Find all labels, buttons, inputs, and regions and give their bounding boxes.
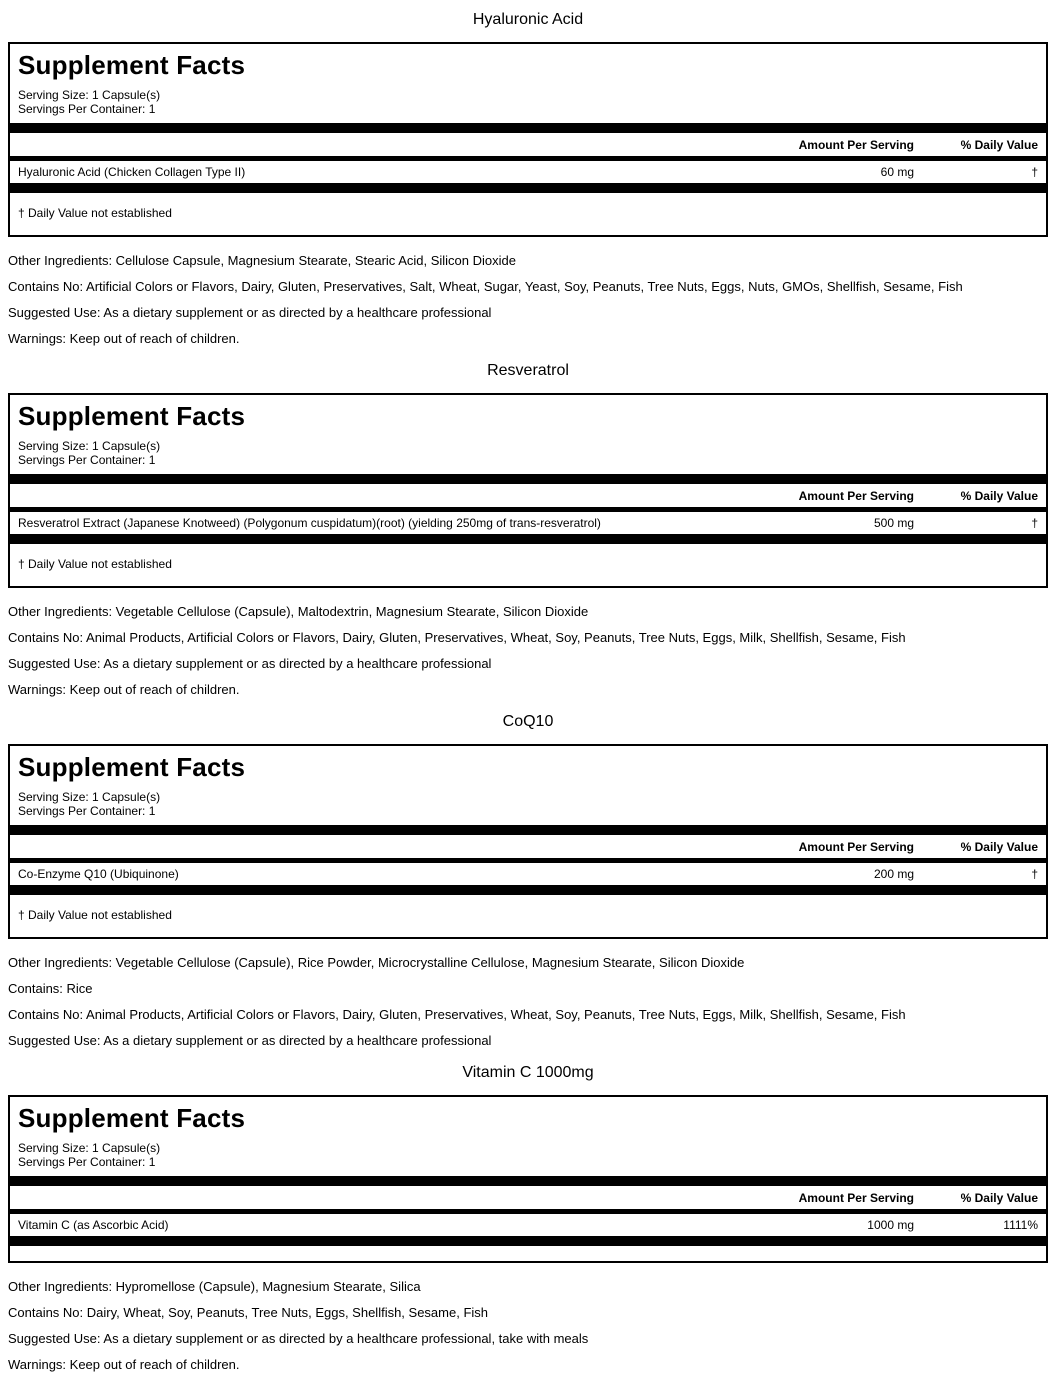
serving-size-line: Serving Size: 1 Capsule(s) xyxy=(18,1141,161,1155)
column-header-amount: Amount Per Serving xyxy=(798,138,914,152)
warnings-line: Warnings: Keep out of reach of children. xyxy=(8,682,240,697)
supplement-section-hyaluronic-acid xyxy=(8,10,1048,346)
thick-separator-bar xyxy=(10,1176,1046,1186)
ingredient-daily-value: † xyxy=(1031,165,1038,179)
column-header-daily-value: % Daily Value xyxy=(960,1191,1038,1205)
ingredient-amount: 60 mg xyxy=(880,165,914,179)
section-info xyxy=(8,955,1048,1048)
thick-separator-bar xyxy=(10,825,1046,835)
section-info xyxy=(8,604,1048,697)
other-ingredients-line: Other Ingredients: Vegetable Cellulose (Capsule), Maltodextrin, Magnesium Stearate, Silicon Dioxide xyxy=(8,604,589,619)
column-header-daily-value: % Daily Value xyxy=(960,138,1038,152)
section-info xyxy=(8,1279,1048,1372)
ingredient-row xyxy=(10,161,1046,183)
ingredient-name: Hyaluronic Acid (Chicken Collagen Type II) xyxy=(18,165,246,179)
other-ingredients-line: Other Ingredients: Cellulose Capsule, Magnesium Stearate, Stearic Acid, Silicon Dioxide xyxy=(8,253,516,268)
ingredient-amount: 1000 mg xyxy=(867,1218,914,1232)
other-ingredients-line: Other Ingredients: Hypromellose (Capsule), Magnesium Stearate, Silica xyxy=(8,1279,421,1294)
ingredient-daily-value: 1111% xyxy=(1003,1218,1038,1232)
column-header-daily-value: % Daily Value xyxy=(960,489,1038,503)
contains-line: Contains: Rice xyxy=(8,981,93,996)
panel-heading: Supplement Facts xyxy=(18,752,246,782)
servings-per-container-line: Servings Per Container: 1 xyxy=(18,804,156,818)
ingredient-name: Resveratrol Extract (Japanese Knotweed) (Polygonum cuspidatum)(root) (yielding 250mg of trans-resveratrol) xyxy=(18,516,601,530)
section-title: Vitamin C 1000mg xyxy=(462,1064,594,1081)
thick-separator-bar xyxy=(10,123,1046,133)
other-ingredients-line: Other Ingredients: Vegetable Cellulose (Capsule), Rice Powder, Microcrystalline Cellulose, Magnesium Stearate, Silicon Dioxide xyxy=(8,955,745,970)
thick-separator-bar xyxy=(10,474,1046,484)
panel-heading: Supplement Facts xyxy=(18,401,246,431)
column-header-amount: Amount Per Serving xyxy=(798,1191,914,1205)
panel-heading: Supplement Facts xyxy=(18,1103,246,1133)
servings-per-container-line: Servings Per Container: 1 xyxy=(18,1155,156,1169)
thick-separator-bar xyxy=(10,534,1046,544)
ingredient-amount: 500 mg xyxy=(873,516,914,530)
column-header-amount: Amount Per Serving xyxy=(798,489,914,503)
warnings-line: Warnings: Keep out of reach of children. xyxy=(8,1357,240,1372)
serving-size-line: Serving Size: 1 Capsule(s) xyxy=(18,88,161,102)
supplement-facts-panel xyxy=(8,1095,1048,1263)
section-title: CoQ10 xyxy=(502,713,554,730)
ingredient-row xyxy=(10,863,1046,885)
ingredient-daily-value: † xyxy=(1031,516,1038,530)
servings-per-container-line: Servings Per Container: 1 xyxy=(18,102,156,116)
supplement-facts-panel xyxy=(8,393,1048,588)
column-header-row xyxy=(10,484,1046,507)
column-header-row xyxy=(10,1186,1046,1209)
suggested-use-line: Suggested Use: As a dietary supplement or as directed by a healthcare professional xyxy=(8,305,492,320)
suggested-use-line: Suggested Use: As a dietary supplement or as directed by a healthcare professional, take with meals xyxy=(8,1331,589,1346)
suggested-use-line: Suggested Use: As a dietary supplement or as directed by a healthcare professional xyxy=(8,656,492,671)
column-header-row xyxy=(10,133,1046,156)
ingredient-row xyxy=(10,1214,1046,1236)
supplement-section-vitamin-c xyxy=(8,1063,1048,1372)
column-header-amount: Amount Per Serving xyxy=(798,840,914,854)
ingredient-daily-value: † xyxy=(1031,867,1038,881)
thick-separator-bar xyxy=(10,885,1046,895)
section-title: Hyaluronic Acid xyxy=(472,11,584,28)
contains-no-line: Contains No: Artificial Colors or Flavors, Dairy, Gluten, Preservatives, Salt, Wheat, Sugar, Yeast, Soy, Peanuts, Tree Nuts, Eggs, Nuts, GMOs, Shellfish, Sesame, Fish xyxy=(8,279,963,294)
thick-separator-bar xyxy=(10,1236,1046,1246)
contains-no-line: Contains No: Dairy, Wheat, Soy, Peanuts, Tree Nuts, Eggs, Shellfish, Sesame, Fish xyxy=(8,1305,489,1320)
daily-value-footnote: † Daily Value not established xyxy=(18,206,172,220)
ingredient-name: Vitamin C (as Ascorbic Acid) xyxy=(18,1218,169,1232)
section-info xyxy=(8,253,1048,346)
supplement-facts-panel xyxy=(8,42,1048,237)
contains-no-line: Contains No: Animal Products, Artificial Colors or Flavors, Dairy, Gluten, Preservatives, Wheat, Soy, Peanuts, Tree Nuts, Eggs, Milk, Shellfish, Sesame, Fish xyxy=(8,1007,906,1022)
ingredient-row xyxy=(10,512,1046,534)
daily-value-footnote: † Daily Value not established xyxy=(18,908,172,922)
warnings-line: Warnings: Keep out of reach of children. xyxy=(8,331,240,346)
supplement-section-resveratrol xyxy=(8,361,1048,697)
serving-size-line: Serving Size: 1 Capsule(s) xyxy=(18,439,161,453)
suggested-use-line: Suggested Use: As a dietary supplement or as directed by a healthcare professional xyxy=(8,1033,492,1048)
thick-separator-bar xyxy=(10,183,1046,193)
supplement-facts-panel xyxy=(8,744,1048,939)
servings-per-container-line: Servings Per Container: 1 xyxy=(18,453,156,467)
contains-no-line: Contains No: Animal Products, Artificial Colors or Flavors, Dairy, Gluten, Preservatives, Wheat, Soy, Peanuts, Tree Nuts, Eggs, Milk, Shellfish, Sesame, Fish xyxy=(8,630,906,645)
column-header-row xyxy=(10,835,1046,858)
ingredient-amount: 200 mg xyxy=(873,867,914,881)
column-header-daily-value: % Daily Value xyxy=(960,840,1038,854)
daily-value-footnote: † Daily Value not established xyxy=(18,557,172,571)
panel-heading: Supplement Facts xyxy=(18,50,246,80)
section-title: Resveratrol xyxy=(487,362,569,379)
supplement-section-coq10 xyxy=(8,712,1048,1048)
serving-size-line: Serving Size: 1 Capsule(s) xyxy=(18,790,161,804)
ingredient-name: Co-Enzyme Q10 (Ubiquinone) xyxy=(18,867,179,881)
